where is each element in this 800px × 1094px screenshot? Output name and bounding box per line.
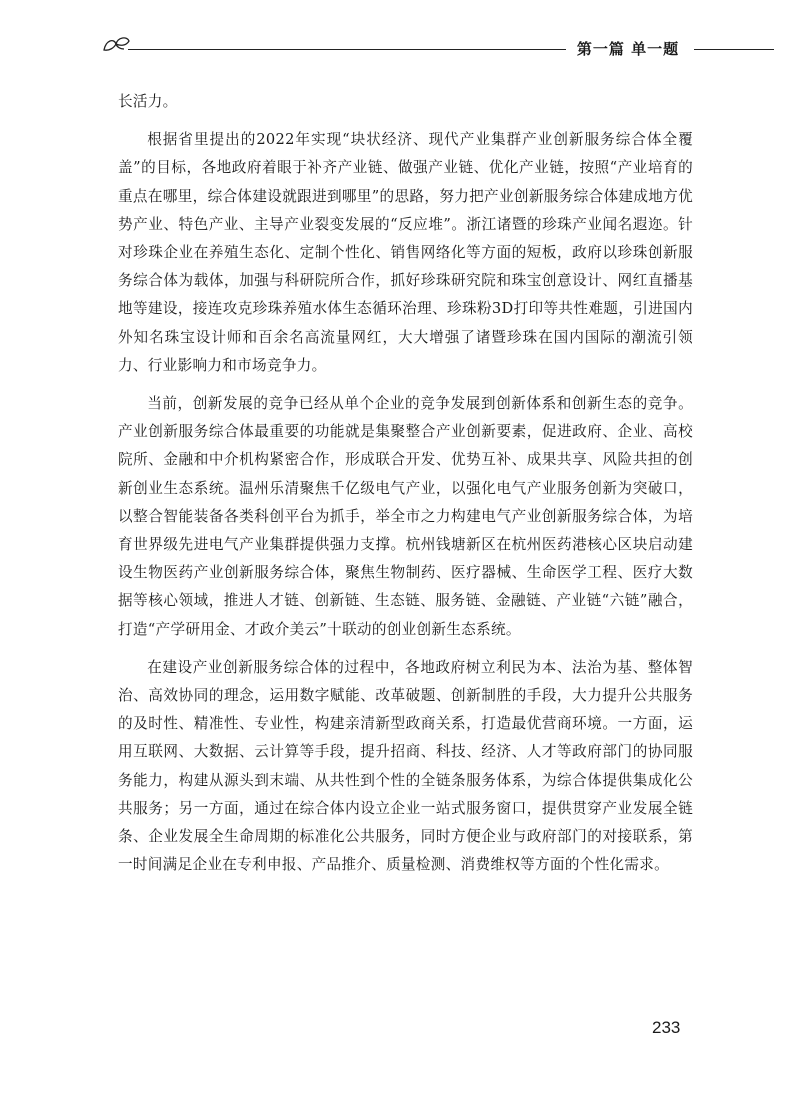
body-text (118, 88, 693, 889)
running-header (100, 32, 780, 56)
paragraph: 当前，创新发展的竞争已经从单个企业的竞争发展到创新体系和创新生态的竞争。产业创新服务综合体最重要的功能就是集聚整合产业创新要素，促进政府、企业、高校院所、金融和中介机构紧密合作，形成联合开发、优势互补、成果共享、风险共担的创新创业生态系统。温州乐清聚焦千亿级电气产业，以强化电气产业服务创新为突破口，以整合智能装备各类科创平台为抓手，举全市之力构建电气产业创新服务综合体，为培育世界级先进电气产业集群提供强力支撑。杭州钱塘新区在杭州医药港核心区块启动建设生物医药产业创新服务综合体，聚焦生物制药、医疗器械、生命医学工程、医疗大数据等核心领域，推进人才链、创新链、生态链、服务链、金融链、产业链“六链”融合，打造“产学研用金、才政介美云”十联动的创业创新生态系统。 (118, 395, 693, 638)
paragraph-continuation: 长活力。 (118, 93, 178, 110)
page-number: 233 (652, 1018, 681, 1037)
chapter-title: 第一篇 单一题 (566, 38, 690, 59)
leaf-sprout-icon (100, 32, 134, 56)
header-rule-right (694, 49, 774, 50)
paragraph: 根据省里提出的2022年实现“块状经济、现代产业集群产业创新服务综合体全覆盖”的目标，各地政府着眼于补齐产业链、做强产业链、优化产业链，按照“产业培育的重点在哪里，综合体建设就跟进到哪里”的思路，努力把产业创新服务综合体建成地方优势产业、特色产业、主导产业裂变发展的“反应堆”。浙江诸暨的珍珠产业闻名遐迩。针对珍珠企业在养殖生态化、定制个性化、销售网络化等方面的短板，政府以珍珠创新服务综合体为载体，加强与科研院所合作，抓好珍珠研究院和珠宝创意设计、网红直播基地等建设，接连攻克珍珠养殖水体生态循环治理、珍珠粉3D打印等共性难题，引进国内外知名珠宝设计师和百余名高流量网红，大大增强了诸暨珍珠在国内国际的潮流引领力、行业影响力和市场竞争力。 (118, 131, 693, 374)
paragraph: 在建设产业创新服务综合体的过程中，各地政府树立利民为本、法治为基、整体智治、高效协同的理念，运用数字赋能、改革破题、创新制胜的手段，大力提升公共服务的及时性、精准性、专业性，构建亲清新型政商关系，打造最优营商环境。一方面，运用互联网、大数据、云计算等手段，提升招商、科技、经济、人才等政府部门的协同服务能力，构建从源头到末端、从共性到个性的全链条服务体系，为综合体提供集成化公共服务；另一方面，通过在综合体内设立企业一站式服务窗口，提供贯穿产业发展全链条、企业发展全生命周期的标准化公共服务，同时方便企业与政府部门的对接联系，第一时间满足企业在专利申报、产品推介、质量检测、消费维权等方面的个性化需求。 (118, 658, 693, 874)
